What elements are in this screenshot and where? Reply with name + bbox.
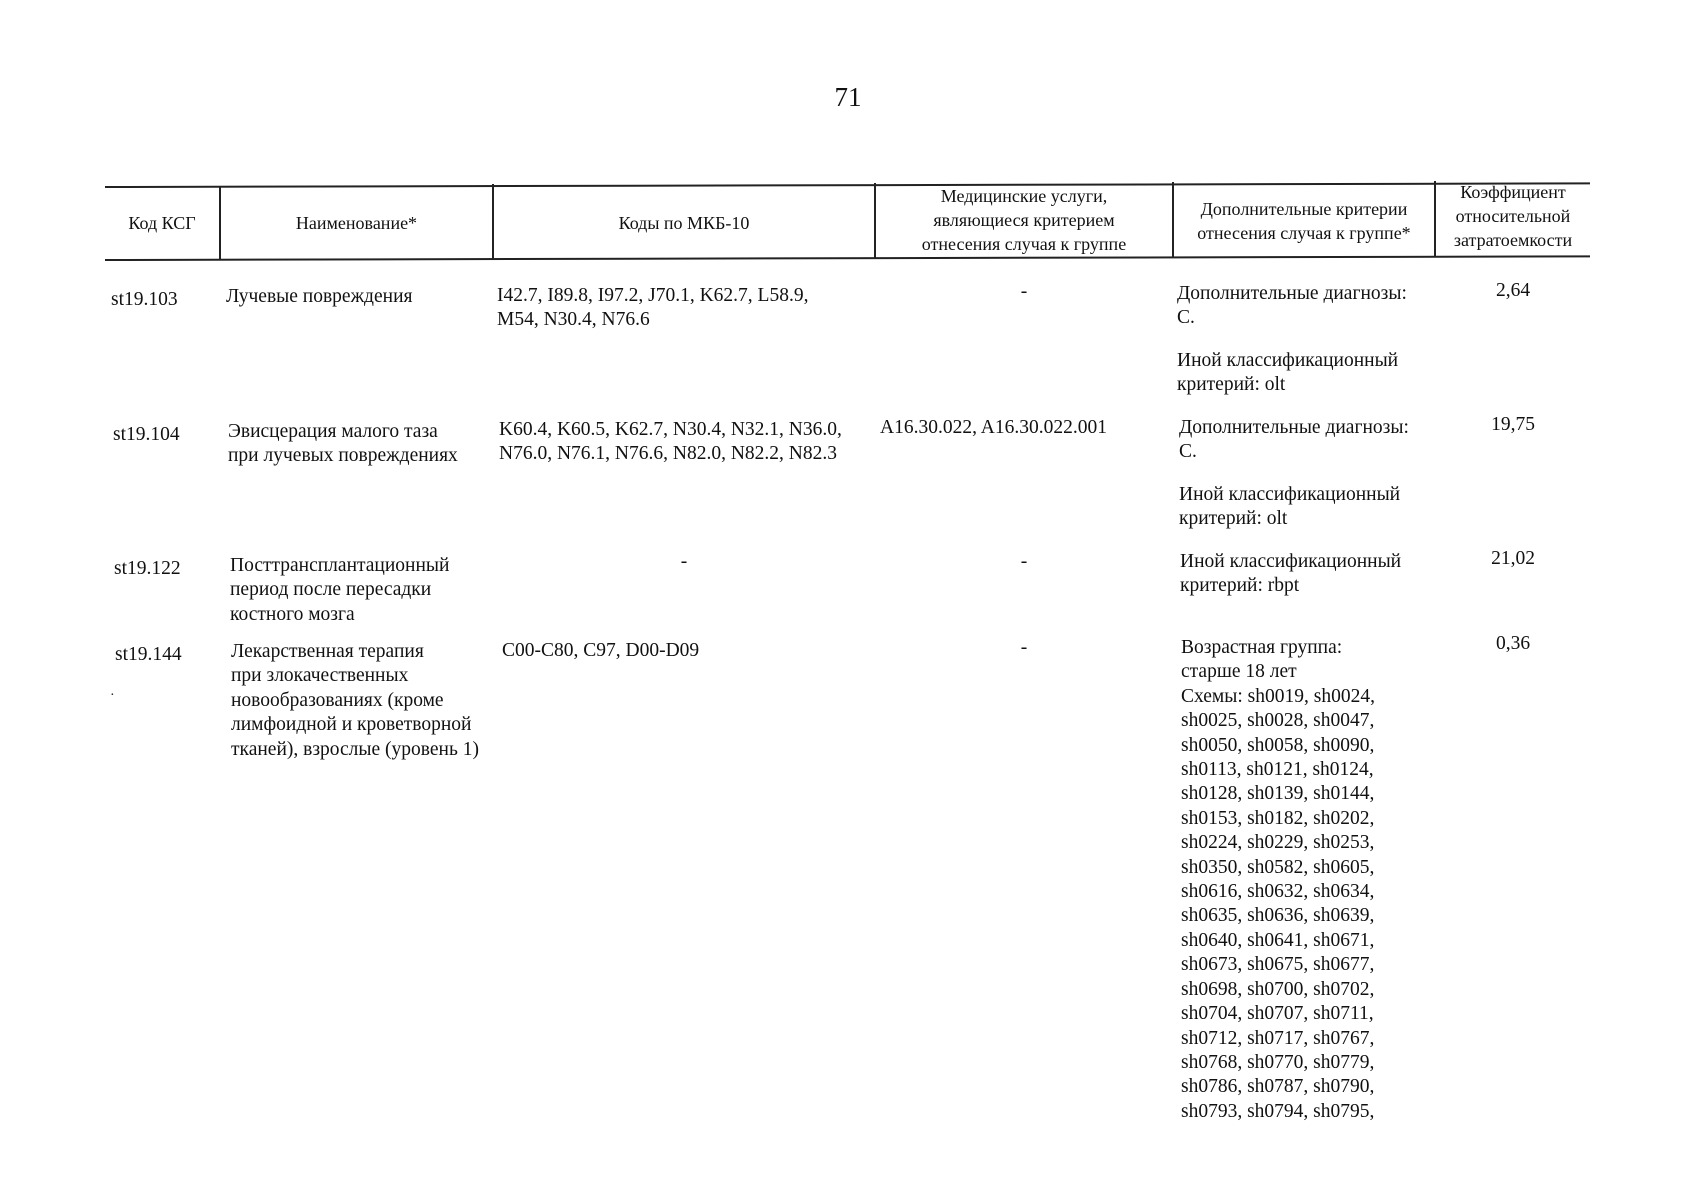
table-row-icd: - (680, 551, 688, 572)
table-row-name: Лекарственная терапия при злокачественных новообразованиях (кроме лимфоидной и кроветворной тканей), взрослые (уровень 1) (231, 641, 479, 760)
table-row-name: Посттрансплантационный период после пересадки костного мозга (230, 555, 450, 625)
table-row-icd: I42.7, I89.8, I97.2, J70.1, K62.7, L58.9, M54, N30.4, N76.6 (497, 285, 809, 331)
header-name: Наименование* (295, 213, 418, 233)
table-row-services: - (1020, 281, 1028, 302)
header-code: Код КСГ (128, 213, 196, 233)
table-row-icd: K60.4, K60.5, K62.7, N30.4, N32.1, N36.0, N76.0, N76.1, N76.6, N82.0, N82.2, N82.3 (499, 419, 842, 465)
table-row-criteria: Дополнительные диагнозы: С. Иной классификационный критерий: olt (1179, 417, 1409, 530)
table-row-code: st19.144 (115, 644, 182, 665)
table-row-criteria: Иной классификационный критерий: rbpt (1180, 551, 1402, 597)
table-row-services: A16.30.022, A16.30.022.001 (880, 417, 1107, 438)
table-row-coef: 2,64 (1495, 280, 1531, 301)
table-row-coef: 0,36 (1495, 633, 1531, 654)
table-row-code: st19.122 (114, 558, 181, 579)
table-row-name: Лучевые повреждения (226, 286, 413, 307)
table-row-criteria: Возрастная группа: старше 18 лет Схемы: sh0019, sh0024, sh0025, sh0028, sh0047, sh0050, sh0058, sh0090, sh0113, sh0121, sh0124, sh0128, sh0139, sh0144, sh0153, sh0182, sh0202, sh0224, sh0229, sh0253, sh0350, sh0582, sh0605, sh0616, sh0632, sh0634, sh0635, sh0636, sh0639, sh0640, sh0641, sh0671, sh0673, sh0675, sh0677, sh0698, sh0700, sh0702, sh0704, sh0707, sh0711, sh0712, sh0717, sh0767, sh0768, sh0770, sh0779, sh0786, sh0787, sh0790, sh0793, sh0794, sh0795, (1181, 637, 1375, 1122)
header-criteria: Дополнительные критерии отнесения случая к группе* (1197, 199, 1411, 243)
table-row-code: st19.103 (111, 289, 178, 310)
table-row-code: st19.104 (113, 424, 180, 445)
table-row-services: - (1020, 551, 1028, 572)
header-coef: Коэффициент относительной затратоемкости (1453, 182, 1573, 250)
scan-speck: · (110, 688, 115, 703)
table-row-icd: C00-C80, C97, D00-D09 (502, 640, 700, 661)
table-row-criteria: Дополнительные диагнозы: С. Иной классификационный критерий: olt (1177, 283, 1407, 396)
table-row-name: Эвисцерация малого таза при лучевых повреждениях (228, 421, 458, 467)
page-number: 71 (834, 82, 862, 112)
header-services: Медицинские услуги, являющиеся критерием отнесения случая к группе (921, 186, 1127, 254)
header-icd: Коды по МКБ-10 (618, 213, 750, 233)
table-row-services: - (1020, 637, 1028, 658)
table-row-coef: 21,02 (1491, 548, 1535, 569)
table-row-coef: 19,75 (1491, 414, 1535, 435)
